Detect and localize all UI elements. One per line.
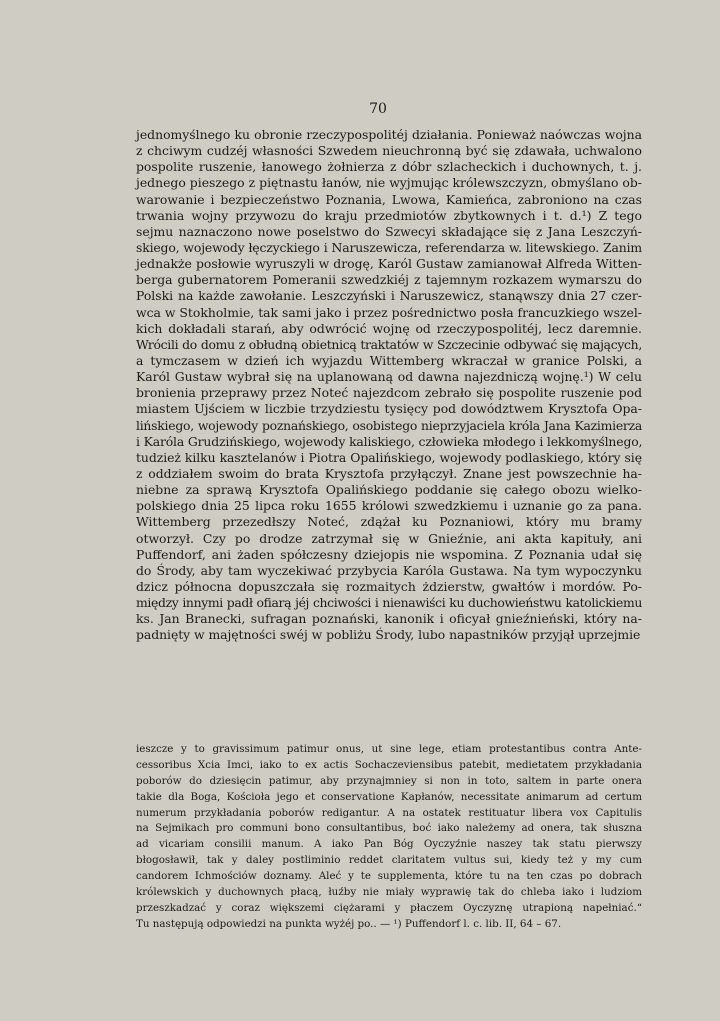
text-line-15: a tymczasem w dzień ich wyjazdu Wittemberg wkraczał w granice Polski, a [136,352,642,368]
text-line-28: do Środy, aby tam wyczekiwać przybycia Karóla Gustawa. Na tym wypoczynku [136,562,642,578]
text-line-29: dzicz północna dopuszczała się rozmaitych żdzierstw, gwałtów i mordów. Po- [136,578,642,594]
footnote-line-3: poborów do dziesięcin patimur, aby przynajmniey si non in toto, saltem in parte onera [136,774,642,787]
text-line-5: warowanie i bezpieczeństwo Poznania, Lwowa, Kamieńca, zabroniono na czas [136,191,642,207]
footnote-line-2: cessoribus Xcia Imci, iako to ex actis Sochaczeviensibus patebit, medietatem przykładania [136,758,642,771]
footnote-line-11: przeszkadzać y coraz większemi ciężarami y płaczem Oyczyznę utrapioną napełniać.“ [136,901,642,914]
text-line-20: i Karóla Grudzińskiego, wojewody kaliskiego, człowieka młodego i lekkomyślnego, [136,433,643,449]
footnote-line-4: takie dla Boga, Kościoła jego et conservatione Kapłanów, necessitate animarum ad certum [136,790,642,803]
text-line-14: Wrócili do domu z obłudną obietnicą traktatów w Szczecinie odbywać się mających, [136,336,642,352]
text-line-4: jednego pieszego z piętnastu łanów, nie wyjmując królewszczyzn, obmyślano ob- [136,175,642,191]
footnote-line-7: ad vicariam consilii manum. A iako Pan Bóg Oyczyźnie naszey tak statu pierwszy [136,838,642,851]
text-line-11: Polski na każde zawołanie. Leszczyński i Naruszewicz, stanąwszy dnia 27 czer- [136,288,642,304]
text-line-2: z chciwym cudzéj własności Szwedem nieuchronną być się zdawała, uchwalono [136,143,642,159]
footnote-line-10: królewskich y duchownych płacą, łuźby nie miały wyprawię tak do chleba iako i ludziom [136,886,642,899]
text-line-12: wca w Stokholmie, tak sami jako i przez pośrednictwo posła francuzkiego wszel- [136,304,642,320]
footnote-line-6: na Sejmikach pro communi bono consultantibus, boć iako należemy ad onera, tak słuszna [136,822,642,835]
text-line-16: Karól Gustaw wybrał się na uplanowaną od dawna najezdniczą wojnę.¹) W celu [136,369,642,385]
text-line-22: z oddziałem swoim do brata Krysztofa przyłączył. Znane jest powszechnie ha- [136,465,642,481]
text-line-30: między innymi padł ofiarą jéj chciwości i nienawiści ku duchowieństwu katolickiemu [136,595,642,611]
text-line-21: tudzież kilku kasztelanów i Piotra Opalińskiego, wojewody podlaskiego, który się [136,449,642,465]
text-line-1: jednomyślnego ku obronie rzeczypospolitéj działania. Ponieważ naówczas wojna [136,127,642,142]
text-line-7: sejmu naznaczono nowe poselstwo do Szwecyi składające się z Jana Leszczyń- [136,223,642,239]
footnote-line-12: Tu następują odpowiedzi na punkta wyżéj po.. — ¹) Puffendorf l. c. lib. II, 64 – 67. [136,917,562,930]
text-line-6: trwania wojny przywozu do kraju przedmiotów zbytkownych i t. d.¹) Z tego [136,207,642,223]
text-line-32: padnięty w majętności swéj w pobliżu Środy, lubo napastników przyjął uprzejmie [136,627,641,643]
footnote-line-9: candorem Ichmościów doznamy. Aleć y te supplementa, które tu na ten czas po dobrach [136,870,642,883]
text-line-3: pospolite ruszenie, łanowego żołnierza z dóbr szlacheckich i duchownych, t. j. [136,159,642,175]
footnote-line-8: błogosławił, tak y daley postliminio reddet claritatem vultus sui, kiedy też y my cum [136,854,642,867]
text-line-10: berga gubernatorem Pomeranii szwedzkiéj z tajemnym rozkazem wymarszu do [136,272,642,288]
text-line-24: polskiego dnia 25 lipca roku 1655 królowi szwedzkiemu i uznanie go za pana. [136,498,642,514]
text-line-18: miastem Ujściem w liczbie trzydziestu tysięcy pod dowództwem Krysztofa Opa- [136,401,642,417]
text-line-23: niebne za sprawą Krysztofa Opalińskiego poddanie się całego obozu wielko- [136,482,642,498]
text-line-13: kich dokładali starań, aby odwrócić wojnę od rzeczypospolitéj, lecz daremnie. [136,320,642,336]
main-text [136,127,642,644]
text-line-9: jednakże posłowie wyruszyli w drogę, Karól Gustaw zamianował Alfreda Witten- [136,256,642,272]
footnote-line-1: ieszcze y to gravissimum patimur onus, ut sine lege, etiam protestantibus contra Ante- [136,743,642,755]
footnote-line-5: numerum przykładania poborów redigantur. A na ostatek restituatur libera vox Capitulis [136,806,642,819]
text-line-17: bronienia przeprawy przez Noteć najezdcom zebrało się pospolite ruszenie pod [136,385,642,401]
text-line-19: lińskiego, wojewody poznańskiego, osobistego nieprzyjaciela króla Jana Kazimierza [136,417,642,433]
footnotes [136,742,642,933]
text-line-31: ks. Jan Branecki, sufragan poznański, kanonik i oficyał gnieźnieński, który na- [136,611,642,627]
text-line-8: skiego, wojewody łęczyckiego i Naruszewicza, referendarza w. litewskiego. Zanim [136,239,642,255]
text-line-27: Puffendorf, ani żaden spółczesny dziejopis nie wspomina. Z Poznania udał się [136,546,642,562]
text-line-26: otworzył. Czy po drodze zatrzymał się w Gnieźnie, ani akta kapituły, ani [136,530,642,546]
page-number: 70 [369,101,387,117]
text-line-25: Wittemberg przezedłszy Noteć, zdążał ku Poznaniowi, który mu bramy [136,514,642,530]
